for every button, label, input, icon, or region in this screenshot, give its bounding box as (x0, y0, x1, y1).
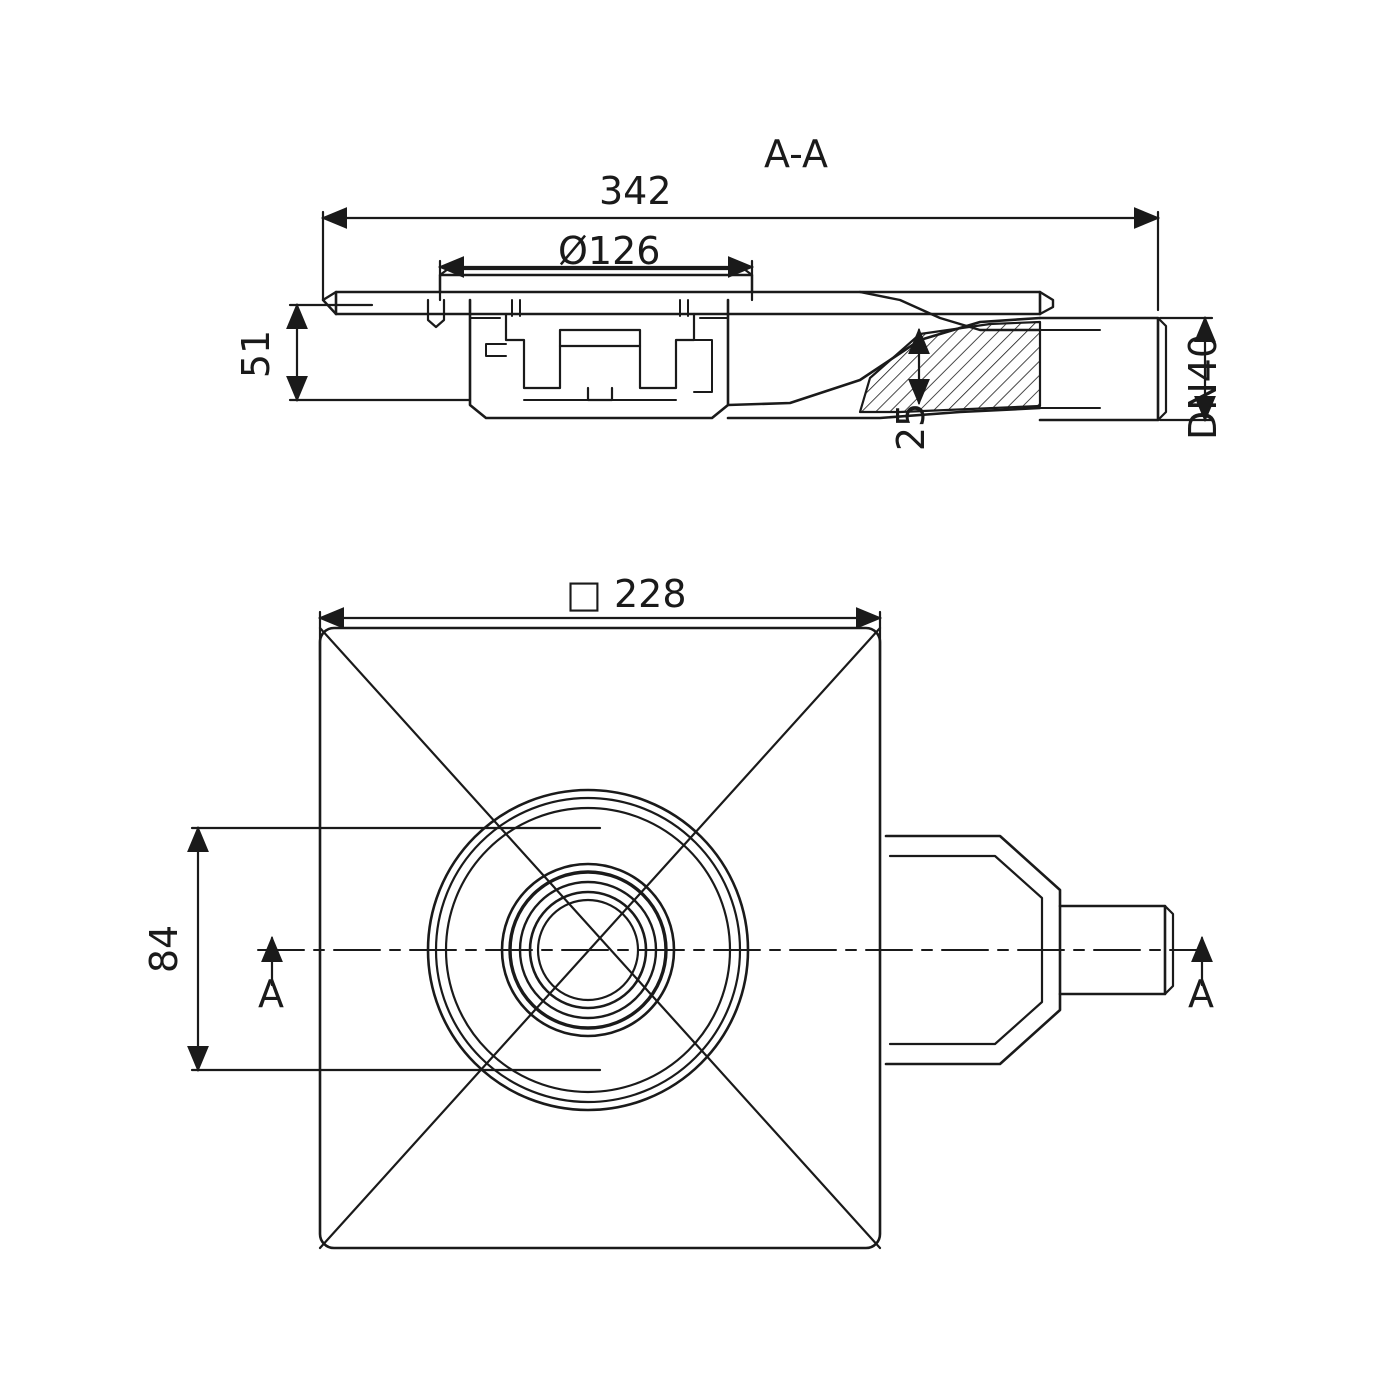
trap-detail-right (694, 340, 712, 392)
outlet-pipe (1040, 318, 1158, 420)
dim-label-25: 25 (889, 402, 934, 452)
grate-top (440, 275, 752, 292)
trap-cap (560, 330, 640, 346)
dim-label-228: □ 228 (566, 572, 687, 616)
outlet-pipe-inner (1040, 330, 1100, 408)
dim-342 (323, 212, 1158, 310)
section-hatch (860, 322, 1040, 412)
dim-228 (320, 612, 880, 660)
plan-diagonals (320, 628, 880, 1248)
dim-label-342: 342 (599, 169, 672, 213)
dim-label-51: 51 (234, 329, 279, 379)
dim-label-126: Ø126 (558, 229, 661, 273)
section-title: A-A (764, 132, 829, 176)
section-marker-left: A (258, 972, 284, 1016)
trap-insert (506, 314, 694, 388)
plan-view-group (192, 612, 1202, 1248)
trap-detail-left (486, 344, 506, 356)
dim-label-84: 84 (142, 924, 187, 974)
trap-stem (588, 388, 612, 400)
dim-label-dn40: DN40 (1181, 333, 1226, 441)
section-marker-right: A (1188, 972, 1214, 1016)
section-view-group (290, 212, 1212, 420)
